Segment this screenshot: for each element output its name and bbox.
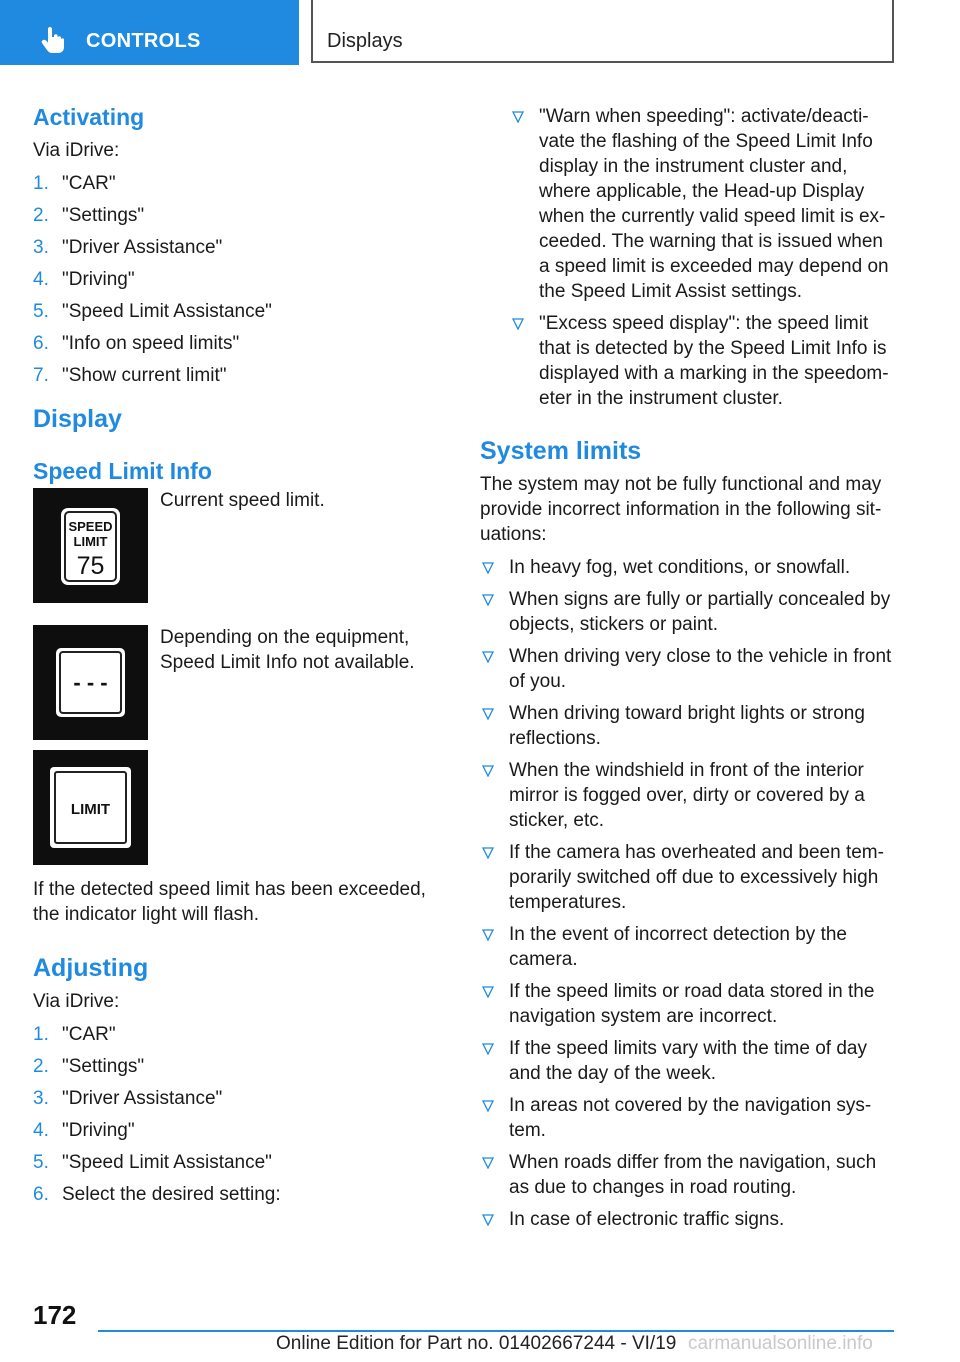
svg-text:LIMIT: LIMIT: [70, 801, 111, 818]
chapter-title: Displays: [327, 30, 403, 52]
list-item: In case of electronic traffic signs.: [480, 1207, 895, 1232]
bullet-triangle-icon: [512, 318, 524, 330]
list-item: 4. "Driving": [33, 269, 135, 290]
list-item: 1. "CAR": [33, 1024, 116, 1045]
list-item: 1. "CAR": [33, 173, 116, 194]
list-item: 5. "Speed Limit Assistance": [33, 301, 272, 322]
bullet-triangle-icon: [482, 929, 494, 941]
list-item: 6. "Info on speed limits": [33, 333, 240, 354]
system-limits-intro: The system may not be fully functional and may provide incorrect information in the following sit-uations:: [480, 474, 882, 545]
section-tab-controls: [0, 0, 299, 65]
list-item: 2. "Settings": [33, 205, 145, 226]
list-item: 6. Select the desired setting:: [33, 1184, 281, 1205]
activating-steps: [33, 171, 433, 388]
display-heading: Display: [33, 405, 122, 433]
chapter-title-box: [311, 0, 894, 63]
list-item: If the camera has overheated and been tem-porarily switched off due to excessively high temperatures.: [480, 840, 895, 915]
bullet-triangle-icon: [482, 708, 494, 720]
sign3-row: [33, 750, 433, 865]
bullet-triangle-icon: [482, 651, 494, 663]
bullet-triangle-icon: [482, 847, 494, 859]
speed-limit-unavailable-icon: [33, 625, 148, 740]
adjusting-intro: Via iDrive:: [33, 991, 120, 1012]
list-item: "Warn when speeding": activate/deacti-vate the flashing of the Speed Limit Info display in the instrument cluster and, where applicable, the Head-up Display when the currently valid speed limit is ex-ceeded. The warning that is issued when a speed limit is exceeded may depend on the Speed Limit Assist settings.: [510, 104, 895, 304]
list-item: When driving toward bright lights or strong reflections.: [480, 701, 895, 751]
adjusting-heading: Adjusting: [33, 954, 149, 982]
list-item: When the windshield in front of the interior mirror is fogged over, dirty or covered by a sticker, etc.: [480, 758, 895, 833]
sign1-row: [33, 488, 433, 603]
settings-list: [510, 104, 895, 418]
activating-heading: Activating: [33, 104, 145, 130]
section-label: CONTROLS: [86, 30, 201, 52]
svg-text:75: 75: [76, 552, 105, 580]
list-item: In areas not covered by the navigation sys-tem.: [480, 1093, 895, 1143]
speed-limit-info-heading: Speed Limit Info: [33, 458, 212, 484]
system-limits-heading: System limits: [480, 437, 642, 465]
svg-text:SPEED: SPEED: [68, 519, 113, 534]
bullet-triangle-icon: [482, 594, 494, 606]
sign1-description: Current speed limit.: [160, 490, 325, 511]
settings-options: [510, 104, 895, 411]
adjusting-steps: [33, 1022, 433, 1207]
footer-watermark: carmanualsonline.info: [688, 1333, 873, 1354]
list-item: If the speed limits or road data stored in the navigation system are incorrect.: [480, 979, 895, 1029]
bullet-triangle-icon: [482, 765, 494, 777]
list-item: 2. "Settings": [33, 1056, 145, 1077]
page-number: 172: [33, 1300, 77, 1330]
bullet-triangle-icon: [512, 111, 524, 123]
bullet-triangle-icon: [482, 986, 494, 998]
bullet-triangle-icon: [482, 1214, 494, 1226]
list-item: "Excess speed display": the speed limit that is detected by the Speed Limit Info is displayed with a marking in the speedom-eter in the instrument cluster.: [510, 311, 895, 411]
bullet-triangle-icon: [482, 1157, 494, 1169]
activating-intro: Via iDrive:: [33, 140, 120, 161]
list-item: 3. "Driver Assistance": [33, 1088, 223, 1109]
hand-pointer-icon: [38, 24, 68, 54]
svg-text:LIMIT: LIMIT: [73, 534, 108, 549]
list-item: When roads differ from the navigation, such as due to changes in road routing.: [480, 1150, 895, 1200]
list-item: 4. "Driving": [33, 1120, 135, 1141]
list-item: If the speed limits vary with the time of day and the day of the week.: [480, 1036, 895, 1086]
list-item: 7. "Show current limit": [33, 365, 227, 386]
sign2-description: Depending on the equipment, Speed Limit Info not available.: [160, 627, 415, 673]
footer-edition: Online Edition for Part no. 01402667244 - VI/19: [276, 1333, 677, 1354]
list-item: When signs are fully or partially concealed by objects, stickers or paint.: [480, 587, 895, 637]
footer-divider: [98, 1330, 894, 1332]
bullet-triangle-icon: [482, 1043, 494, 1055]
left-column: [33, 100, 433, 1214]
exceeded-description: If the detected speed limit has been exceeded, the indicator light will flash.: [33, 879, 426, 925]
list-item: In heavy fog, wet conditions, or snowfall.: [480, 555, 895, 580]
svg-text:- - -: - - -: [73, 670, 108, 695]
list-item: In the event of incorrect detection by the camera.: [480, 922, 895, 972]
list-item: 5. "Speed Limit Assistance": [33, 1152, 272, 1173]
list-item: 3. "Driver Assistance": [33, 237, 223, 258]
speed-limit-75-icon: [33, 488, 148, 603]
bullet-triangle-icon: [482, 1100, 494, 1112]
bullet-triangle-icon: [482, 562, 494, 574]
list-item: When driving very close to the vehicle in front of you.: [480, 644, 895, 694]
sign2-row: [33, 625, 433, 740]
system-limits-section: [480, 436, 895, 1239]
system-limits-list: [480, 555, 895, 1232]
limit-indicator-icon: [33, 750, 148, 865]
